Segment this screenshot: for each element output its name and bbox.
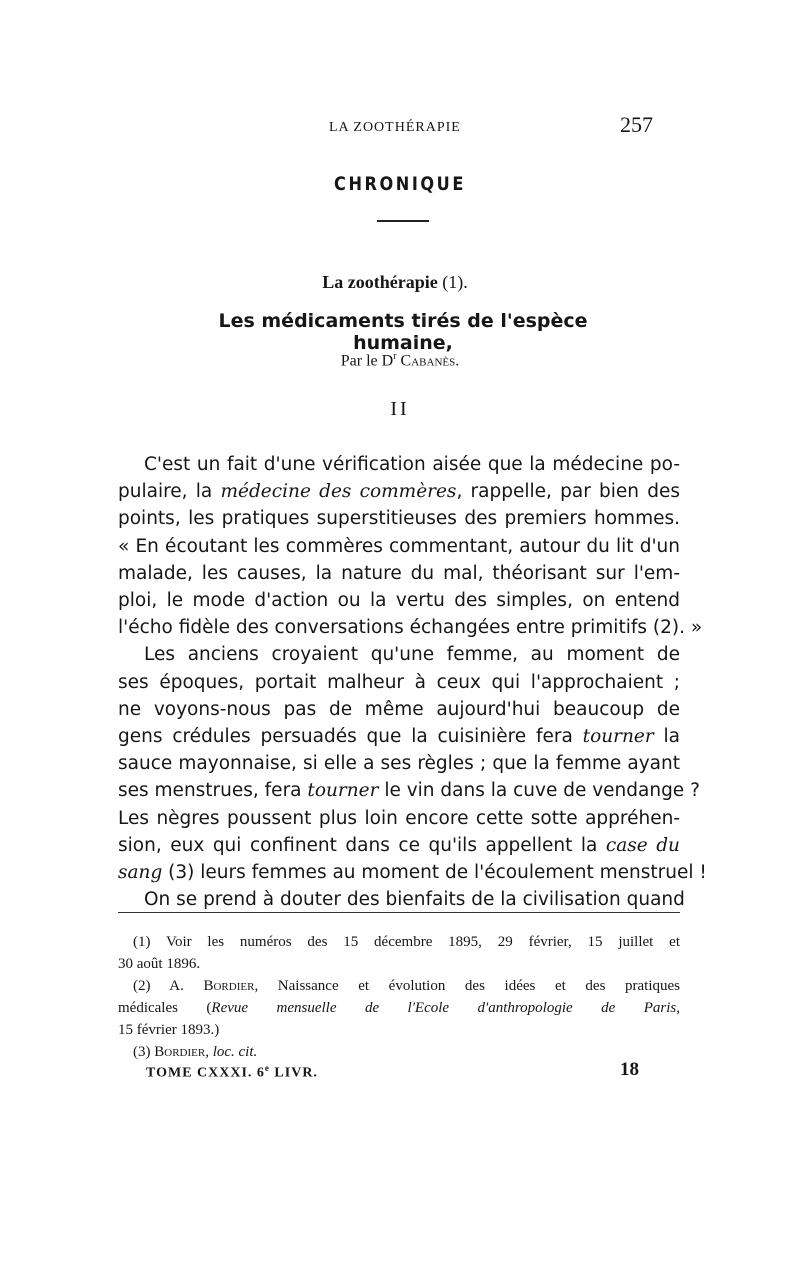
body-line: ne voyons-nous pas de même aujourd'hui beaucoup de <box>118 698 680 720</box>
body-line-start: ses menstrues, fera <box>118 780 308 802</box>
footnote-1-line-1: (1) Voir les numéros des 15 décembre 1895, 29 février, 15 juillet et <box>133 934 680 950</box>
footnote-2-line-3: 15 février 1893.) <box>118 1022 220 1038</box>
signature-volume-suffix: LIVR. <box>269 1065 318 1081</box>
byline-sup: r <box>393 351 397 362</box>
signature-sheet-number: 18 <box>620 1059 639 1080</box>
article-title: Les médicaments tirés de l'espèce humaine, <box>218 310 588 354</box>
footnote-3-separator: , <box>205 1044 213 1060</box>
body-line: points, les pratiques superstitieuses des premiers hommes. <box>118 508 680 530</box>
byline <box>300 351 500 370</box>
body-line <box>118 831 680 861</box>
body-line: Les nègres poussent plus loin encore cette sotte appréhen- <box>118 807 680 829</box>
subtitle <box>290 272 500 293</box>
body-line-emphasis: tourner <box>307 780 379 802</box>
body-line-emphasis: case du <box>605 834 680 856</box>
byline-author: Cabanès. <box>400 352 460 370</box>
body-line-emphasis: sang <box>118 862 163 883</box>
signature-volume-sup: e <box>264 1063 270 1073</box>
body-line: sauce mayonnaise, si elle a ses règles ; que la femme ayant <box>118 753 680 775</box>
body-line <box>118 477 680 507</box>
body-line-start: pulaire, la <box>118 481 221 503</box>
body-line: C'est un fait d'une vérification aisée que la médecine po- <box>144 454 680 475</box>
footnote-3-author: Bordier <box>154 1044 206 1060</box>
body-line-end: (3) leurs femmes au moment de l'écoulement menstruel ! <box>162 862 707 883</box>
footnote-rule <box>118 912 680 913</box>
section-heading: CHRONIQUE <box>334 173 466 195</box>
body-line-emphasis: tourner <box>582 726 654 747</box>
body-line: « En écoutant les commères commentant, autour du lit d'un <box>118 535 680 557</box>
footnote-2-line-2-start: médicales ( <box>118 1000 212 1016</box>
body-line: ses époques, portait malheur à ceux qui l'approchaient ; <box>118 671 680 693</box>
body-line-emphasis: médecine des commères <box>220 481 457 503</box>
running-title: LA ZOOTHÉRAPIE <box>329 120 461 135</box>
subtitle-title: La zoothérapie <box>322 272 438 292</box>
signature-volume-prefix: TOME CXXXI. 6 <box>146 1065 265 1081</box>
heading-rule <box>377 220 429 222</box>
body-line <box>118 776 700 806</box>
body-line-end: , rappelle, par bien des <box>456 481 680 503</box>
byline-prefix: Par le D <box>340 352 394 370</box>
subtitle-note: (1). <box>442 272 468 292</box>
footnote-2-line-2 <box>118 997 680 1019</box>
footnote-2-author: Bordier <box>203 978 255 994</box>
footnote-1-line-2: 30 août 1896. <box>118 956 201 972</box>
body-line-start: sion, eux qui confinent dans ce qu'ils appellent la <box>118 834 606 856</box>
footnote-2-line-1 <box>133 975 680 997</box>
body-line: Les anciens croyaient qu'une femme, au moment de <box>144 644 680 666</box>
body-line <box>118 722 680 752</box>
signature-volume <box>146 1063 318 1082</box>
body-line: l'écho fidèle des conversations échangées entre primitifs (2). » <box>118 617 703 639</box>
body-line: ploi, le mode d'action ou la vertu des simples, on entend <box>118 590 680 611</box>
footnote-2-line-2-end: , <box>676 1000 680 1016</box>
body-line <box>118 858 707 888</box>
body-line-end: le vin dans la cuve de vendange ? <box>378 780 700 802</box>
footnote-2-text: , Naissance et évolution des idées et des pratiques <box>254 978 680 994</box>
section-number: II <box>390 398 410 420</box>
body-line: malade, les causes, la nature du mal, théorisant sur l'em- <box>118 562 680 584</box>
footnote-3-number: (3) <box>133 1044 155 1060</box>
page-number: 257 <box>620 112 653 137</box>
footnote-3-reference: loc. cit. <box>212 1044 258 1060</box>
footnote-3 <box>133 1041 680 1063</box>
footnote-2-number: (2) A. <box>133 978 204 994</box>
body-line-start: gens crédules persuadés que la cuisinière fera <box>118 726 583 747</box>
body-line: On se prend à douter des bienfaits de la civilisation quand <box>144 889 685 911</box>
footnote-2-journal: Revue mensuelle de l'Ecole d'anthropologie de Paris <box>211 1000 677 1016</box>
body-line-end: la <box>653 726 680 747</box>
